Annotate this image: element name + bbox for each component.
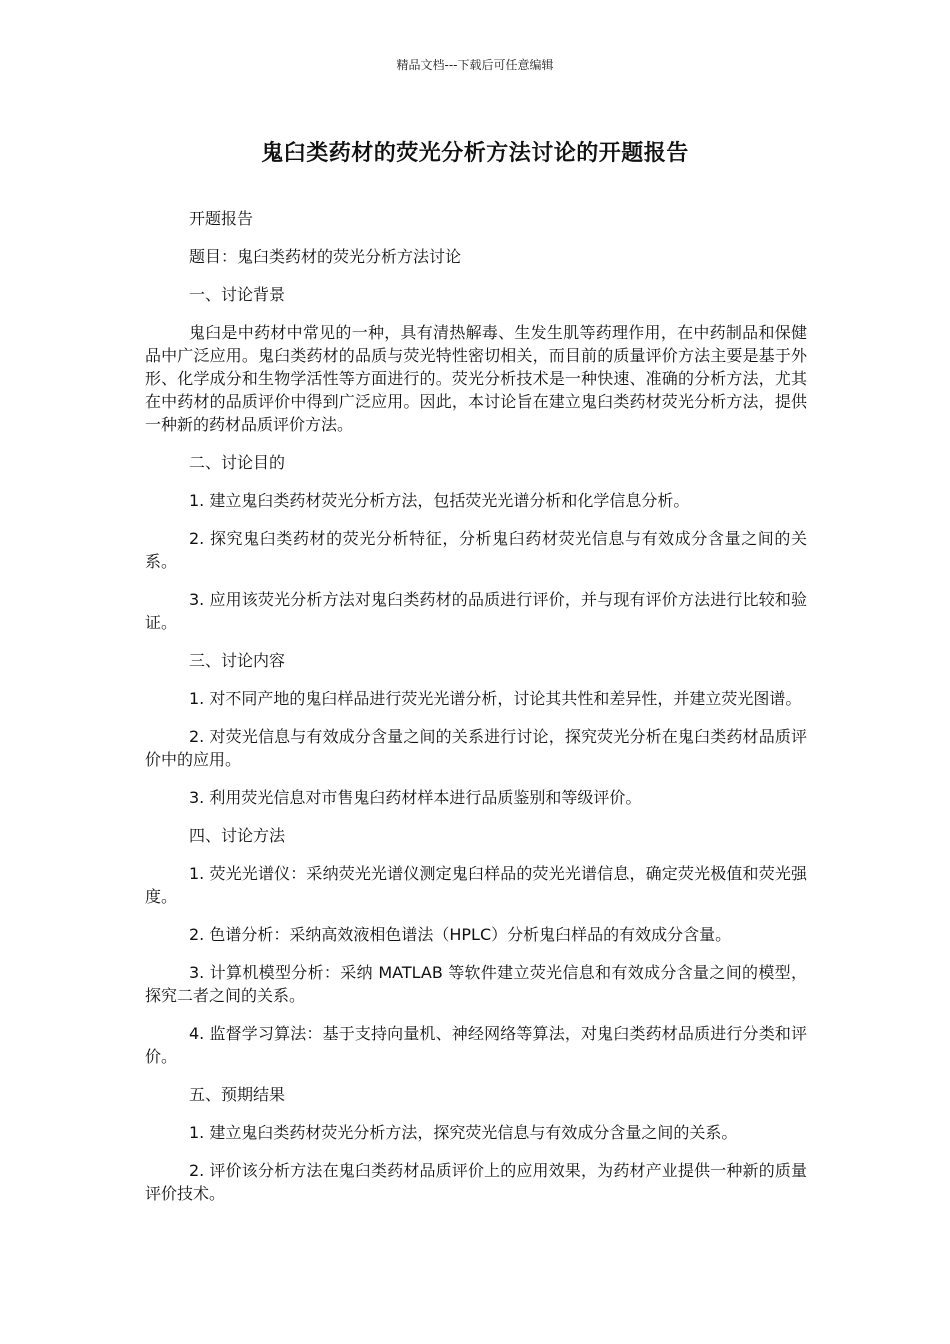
paragraph: 题目：鬼臼类药材的荧光分析方法讨论	[189, 247, 462, 266]
list-item: 2. 色谱分析：采纳高效液相色谱法（HPLC）分析鬼臼样品的有效成分含量。	[189, 925, 732, 944]
list-item: 3. 应用该荧光分析方法对鬼臼类药材的品质进行评价，并与现有评价方法进行比较和验证。	[145, 590, 807, 632]
section-heading: 一、讨论背景	[189, 285, 286, 304]
page-header: 精品文档---下载后可任意编辑	[396, 58, 554, 72]
paragraph: 开题报告	[189, 209, 254, 228]
section-heading: 二、讨论目的	[189, 453, 286, 472]
paragraph: 鬼臼是中药材中常见的一种，具有清热解毒、生发生肌等药理作用，在中药制品和保健品中广泛应用。鬼臼类药材的品质与荧光特性密切相关，而目前的质量评价方法主要是基于外形、化学成分和生物学活性等方面进行的。荧光分析技术是一种快速、准确的分析方法，尤其在中药材的品质评价中得到广泛应用。因此，本讨论旨在建立鬼臼类药材荧光分析方法，提供一种新的药材品质评价方法。	[145, 323, 807, 434]
list-item: 1. 荧光光谱仪：采纳荧光光谱仪测定鬼臼样品的荧光光谱信息，确定荧光极值和荧光强度。	[145, 864, 807, 906]
list-item: 4. 监督学习算法：基于支持向量机、神经网络等算法，对鬼臼类药材品质进行分类和评价。	[145, 1024, 807, 1066]
list-item: 3. 计算机模型分析：采纳 MATLAB 等软件建立荧光信息和有效成分含量之间的模型，探究二者之间的关系。	[145, 963, 807, 1005]
list-item: 1. 建立鬼臼类药材荧光分析方法，探究荧光信息与有效成分含量之间的关系。	[189, 1123, 738, 1142]
list-item: 1. 建立鬼臼类药材荧光分析方法，包括荧光光谱分析和化学信息分析。	[189, 491, 690, 510]
list-item: 1. 对不同产地的鬼臼样品进行荧光光谱分析，讨论其共性和差异性，并建立荧光图谱。	[189, 689, 802, 708]
section-heading: 五、预期结果	[189, 1085, 286, 1104]
list-item: 2. 对荧光信息与有效成分含量之间的关系进行讨论，探究荧光分析在鬼臼类药材品质评价中的应用。	[145, 727, 807, 769]
list-item: 3. 利用荧光信息对市售鬼臼药材样本进行品质鉴别和等级评价。	[189, 788, 642, 807]
section-heading: 三、讨论内容	[189, 651, 286, 670]
document-body	[145, 207, 807, 1220]
list-item: 2. 探究鬼臼类药材的荧光分析特征，分析鬼臼药材荧光信息与有效成分含量之间的关系。	[145, 529, 807, 571]
list-item: 2. 评价该分析方法在鬼臼类药材品质评价上的应用效果，为药材产业提供一种新的质量评价技术。	[145, 1161, 807, 1203]
document-title: 鬼臼类药材的荧光分析方法讨论的开题报告	[261, 141, 689, 166]
section-heading: 四、讨论方法	[189, 826, 286, 845]
